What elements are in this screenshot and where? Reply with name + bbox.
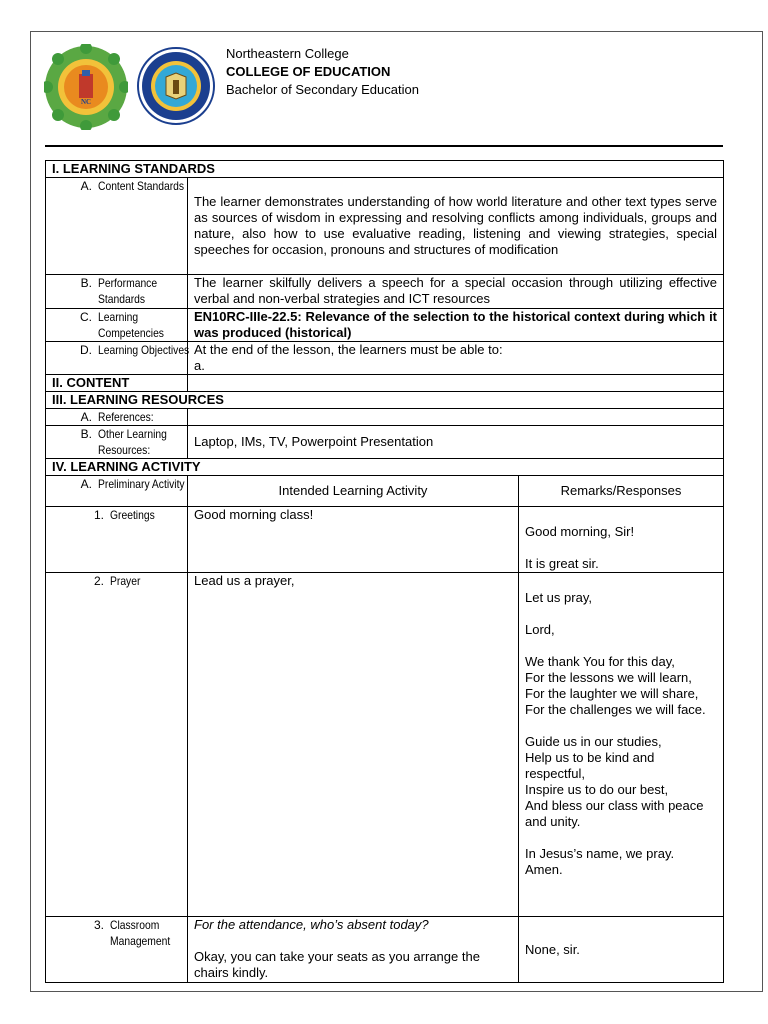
school-name: Northeastern College — [226, 46, 349, 61]
label-cell — [46, 309, 188, 342]
row-learning-objectives — [46, 342, 724, 375]
content-standards-text: The learner demonstrates understanding of how world literature and other text types serve as sources of wisdom in expressing and resolving conflicts among individuals, groups and nature, also how to use evaluative reading, listening and viewing strategies, special speeches for occasion, pronouns and structures of modification — [188, 178, 724, 275]
references-cell — [188, 409, 724, 426]
northeastern-college-seal — [44, 44, 128, 130]
greetings-intended: Good morning class! — [188, 507, 519, 573]
learning-objectives-cell — [188, 342, 724, 375]
label-cell — [46, 342, 188, 375]
label-cell — [46, 275, 188, 309]
row-classroom-management — [46, 917, 724, 983]
section-content — [46, 375, 724, 392]
header-divider — [45, 145, 723, 147]
section-learning-resources — [46, 392, 724, 409]
item-letter: A. — [80, 410, 92, 424]
classroom-management-intended — [188, 917, 519, 983]
row-prayer — [46, 573, 724, 917]
label-cell — [46, 409, 188, 426]
item-label: Prayer — [110, 574, 141, 588]
item-number: 1. — [93, 508, 104, 522]
section-learning-activity — [46, 459, 724, 476]
other-resources-text: Laptop, IMs, TV, Powerpoint Presentation — [188, 426, 724, 459]
item-number: 3. — [93, 918, 104, 932]
item-label: Learning Objectives — [98, 343, 190, 357]
item-letter: D. — [80, 343, 92, 357]
column-header-intended: Intended Learning Activity — [188, 476, 519, 507]
label-cell — [46, 917, 188, 983]
label-cell — [46, 476, 188, 507]
prayer-remarks: Let us pray, Lord, We thank You for this day, For the lessons we will learn, For the laughter we will share, For the challenges we will face. Guide us in our studies, Help us to be kind and respectful, Inspire us to do our best, And bless our class with peace and unity. In Jesus’s name, we pray. Amen. — [519, 573, 724, 917]
content-cell — [188, 375, 724, 392]
classroom-management-remarks: None, sir. — [519, 917, 724, 983]
section-title: II. CONTENT — [46, 375, 188, 392]
college-name: COLLEGE OF EDUCATION — [226, 64, 391, 79]
performance-standards-text: The learner skilfully delivers a speech for a special occasion through utilizing effective verbal and non-verbal strategies and ICT resources — [188, 275, 724, 309]
item-label: Content Standards — [98, 179, 185, 193]
row-references — [46, 409, 724, 426]
row-activity-header — [46, 476, 724, 507]
row-learning-competencies — [46, 309, 724, 342]
item-letter: B. — [80, 276, 92, 290]
section-title: I. LEARNING STANDARDS — [46, 161, 724, 178]
greetings-remarks: Good morning, Sir! It is great sir. — [519, 507, 724, 573]
college-of-education-seal — [137, 47, 215, 125]
svg-text:NC: NC — [80, 98, 92, 106]
attendance-question: For the attendance, who’s absent today? — [194, 917, 429, 932]
header-text — [226, 45, 419, 99]
row-other-resources — [46, 426, 724, 459]
row-content-standards — [46, 178, 724, 275]
section-title: III. LEARNING RESOURCES — [46, 392, 724, 409]
prayer-intended: Lead us a prayer, — [188, 573, 519, 917]
label-cell — [46, 178, 188, 275]
row-performance-standards — [46, 275, 724, 309]
section-learning-standards — [46, 161, 724, 178]
learning-objective-item: a. — [194, 358, 205, 373]
item-label: Learning Competencies — [98, 310, 164, 340]
item-letter: B. — [80, 427, 92, 441]
column-header-remarks: Remarks/Responses — [519, 476, 724, 507]
label-cell — [46, 507, 188, 573]
item-label: Greetings — [110, 508, 155, 522]
section-title: IV. LEARNING ACTIVITY — [46, 459, 724, 476]
item-letter: A. — [80, 477, 92, 491]
row-greetings — [46, 507, 724, 573]
learning-objectives-intro: At the end of the lesson, the learners must be able to: — [194, 342, 503, 357]
item-letter: C. — [80, 310, 92, 324]
item-number: 2. — [93, 574, 104, 588]
label-cell — [46, 573, 188, 917]
label-cell — [46, 426, 188, 459]
item-label: References: — [98, 410, 154, 424]
item-label: Preliminary Activity — [98, 477, 185, 491]
learning-competencies-text: EN10RC-IIIe-22.5: Relevance of the selection to the historical context during which it was produced (historical) — [188, 309, 724, 342]
item-label: Classroom Management — [110, 918, 171, 948]
seating-instruction: Okay, you can take your seats as you arrange the chairs kindly. — [194, 949, 480, 980]
item-label: Other Learning Resources: — [98, 427, 167, 457]
program-name: Bachelor of Secondary Education — [226, 82, 419, 97]
lesson-plan-table — [45, 160, 724, 983]
item-label: Performance Standards — [98, 276, 158, 306]
item-letter: A. — [80, 179, 92, 193]
